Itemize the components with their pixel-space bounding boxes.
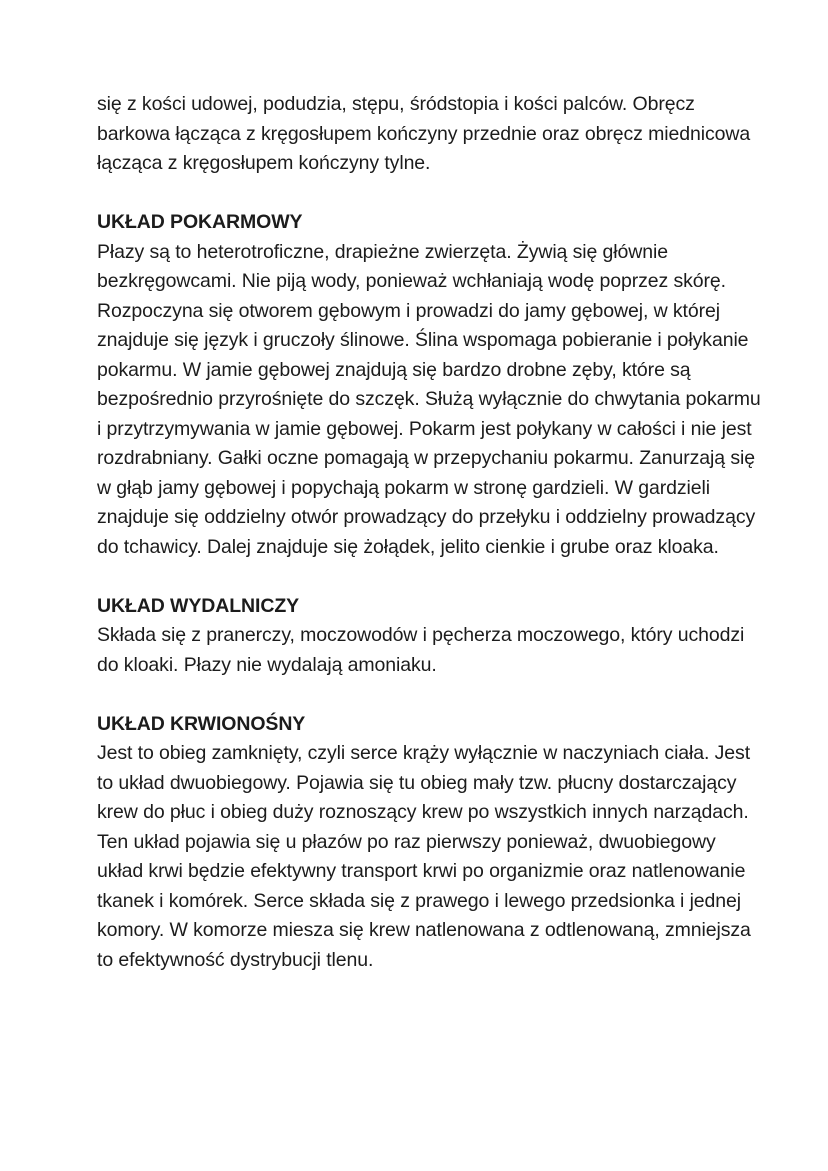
paragraph-uklad-wydalniczy (97, 621, 757, 680)
text-line: krew do płuc i obieg duży roznoszący krew po wszystkich innych narządach. (97, 801, 749, 823)
blank-line (97, 680, 757, 710)
text-line: do tchawicy. Dalej znajduje się żołądek, jelito cienkie i grube oraz kloaka. (97, 535, 719, 558)
section-heading-uklad-pokarmowy: UKŁAD POKARMOWY (97, 211, 303, 233)
text-line: do kloaki. Płazy nie wydalają amoniaku. (97, 653, 437, 676)
text-line: barkowa łącząca z kręgosłupem kończyny przednie oraz obręcz miednicowa (97, 122, 751, 145)
blank-line (97, 562, 757, 592)
paragraph-uklad-krwionosny (97, 739, 757, 975)
section-heading-uklad-wydalniczy: UKŁAD WYDALNICZY (97, 594, 300, 617)
text-line: i przytrzymywania w jamie gębowej. Pokarm jest połykany w całości i nie jest (97, 417, 752, 440)
text-line: znajduje się oddzielny otwór prowadzący do przełyku i oddzielny prowadzący (97, 506, 756, 528)
text-line: Składa się z pranerczy, moczowodów i pęcherza moczowego, który uchodzi (97, 624, 745, 646)
text-line: bezkręgowcami. Nie piją wody, ponieważ wchłaniają wodę poprzez skórę. (97, 270, 726, 292)
text-line: się z kości udowej, podudzia, stępu, śródstopia i kości palców. Obręcz (97, 93, 695, 115)
text-line: to efektywność dystrybucji tlenu. (97, 948, 374, 971)
text-line: znajduje się język i gruczoły ślinowe. Ślina wspomaga pobieranie i połykanie (97, 329, 749, 351)
document-content (97, 90, 761, 975)
blank-line (97, 179, 757, 209)
paragraph-intro (97, 90, 757, 179)
text-line: tkanek i komórek. Serce składa się z prawego i lewego przedsionka i jednej (97, 889, 742, 912)
section-heading-uklad-krwionosny: UKŁAD KRWIONOŚNY (97, 712, 306, 735)
text-line: pokarmu. W jamie gębowej znajdują się bardzo drobne zęby, które są (97, 358, 691, 381)
text-line: rozdrabniany. Gałki oczne pomagają w przepychaniu pokarmu. Zanurzają się (97, 447, 755, 469)
text-line: to układ dwuobiegowy. Pojawia się tu obieg mały tzw. płucny dostarczający (97, 771, 737, 794)
text-line: Jest to obieg zamknięty, czyli serce krąży wyłącznie w naczyniach ciała. Jest (97, 742, 751, 764)
text-line: układ krwi będzie efektywny transport krwi po organizmie oraz natlenowanie (97, 860, 746, 882)
text-line: Płazy są to heterotroficzne, drapieżne zwierzęta. Żywią się głównie (97, 240, 668, 263)
text-line: łącząca z kręgosłupem kończyny tylne. (97, 152, 431, 174)
paragraph-uklad-pokarmowy (97, 238, 761, 563)
text-line: bezpośrednio przyrośnięte do szczęk. Służą wyłącznie do chwytania pokarmu (97, 388, 761, 410)
text-line: Rozpoczyna się otworem gębowym i prowadzi do jamy gębowej, w której (97, 299, 720, 322)
text-line: w głąb jamy gębowej i popychają pokarm w stronę gardzieli. W gardzieli (97, 476, 710, 499)
text-line: Ten układ pojawia się u płazów po raz pierwszy ponieważ, dwuobiegowy (97, 830, 716, 853)
text-line: komory. W komorze miesza się krew natlenowana z odtlenowaną, zmniejsza (97, 919, 751, 941)
